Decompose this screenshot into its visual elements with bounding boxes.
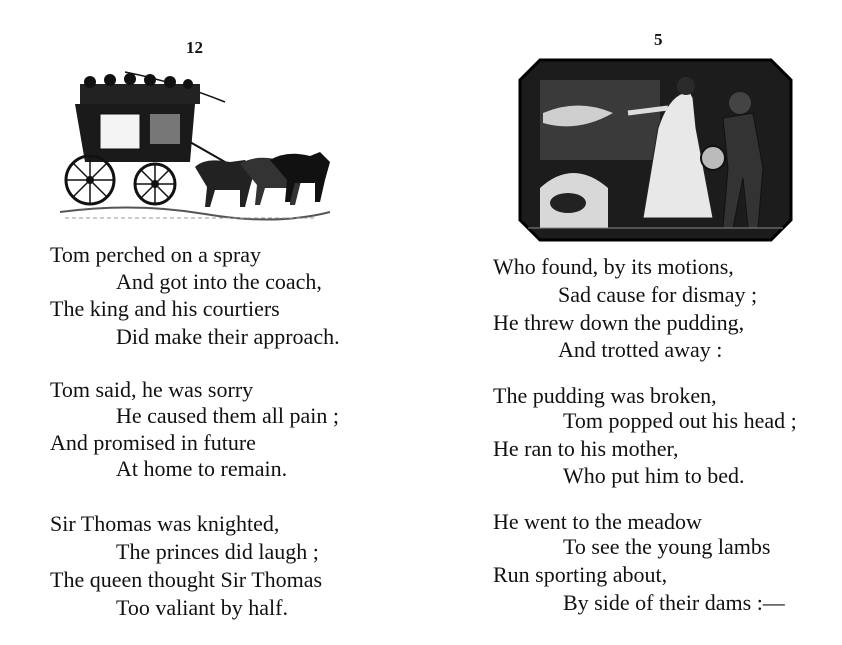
pudding-scene-illustration <box>518 58 793 242</box>
page-number: 12 <box>186 38 203 57</box>
verse-line: Sad cause for dismay ; <box>558 282 758 307</box>
verse-line: Who found, by its motions, <box>493 254 734 279</box>
verse-line: The king and his courtiers <box>50 296 280 321</box>
verse-line: Too valiant by half. <box>116 595 288 620</box>
verse-line: He ran to his mother, <box>493 436 679 461</box>
verse-line: He threw down the pudding, <box>493 310 745 335</box>
verse-line: The pudding was broken, <box>493 383 717 408</box>
verse-line: He went to the meadow <box>493 509 702 534</box>
verse-line: Tom popped out his head ; <box>563 408 797 433</box>
stagecoach-illustration <box>55 62 335 222</box>
verse-line: Who put him to bed. <box>563 463 745 488</box>
verse-line: The princes did laugh ; <box>116 539 319 564</box>
verse-line: And promised in future <box>50 430 256 455</box>
verse-line: Did make their approach. <box>116 324 340 349</box>
verse-line: To see the young lambs <box>563 534 771 559</box>
verse-line: Tom said, he was sorry <box>50 377 254 402</box>
verse-line: And got into the coach, <box>116 269 322 294</box>
verse-line: The queen thought Sir Thomas <box>50 567 323 592</box>
verse-line: Tom perched on a spray <box>50 242 262 267</box>
verse-line: Run sporting about, <box>493 562 668 587</box>
verse-line: At home to remain. <box>116 456 288 481</box>
verse-line: Sir Thomas was knighted, <box>50 511 280 536</box>
verse-line: He caused them all pain ; <box>116 403 339 428</box>
page-number: 5 <box>654 30 663 49</box>
verse-line: By side of their dams :— <box>563 590 785 615</box>
verse-line: And trotted away : <box>558 337 723 362</box>
